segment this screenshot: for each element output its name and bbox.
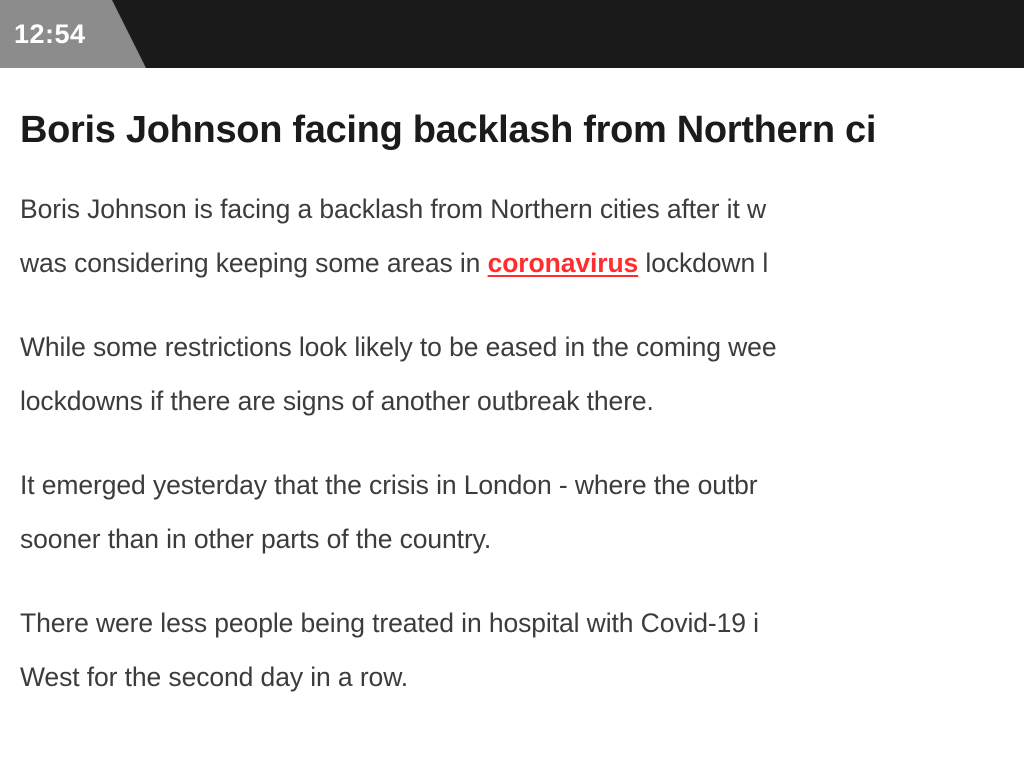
timestamp-label: 12:54 [14, 18, 86, 49]
paragraph-line [20, 320, 1004, 374]
text-run: While some restrictions look likely to be eased in the coming wee [20, 331, 777, 362]
text-run: There were less people being treated in hospital with Covid-19 i [20, 607, 759, 638]
top-bar [0, 0, 1024, 68]
text-run: It emerged yesterday that the crisis in London - where the outbr [20, 469, 758, 500]
article-body [0, 110, 1004, 704]
text-run: West for the second day in a row. [20, 661, 409, 692]
paragraph-2 [20, 320, 1004, 428]
text-run: Boris Johnson is facing a backlash from Northern cities after it w [20, 193, 767, 224]
paragraph-line [20, 374, 1004, 428]
paragraph-line [20, 650, 1004, 704]
page-title: Boris Johnson facing backlash from Northern ci [20, 109, 877, 151]
paragraph-list [20, 182, 1004, 704]
timestamp-tab [0, 0, 112, 68]
paragraph-4 [20, 596, 1004, 704]
paragraph-line [20, 512, 1004, 566]
text-run: was considering keeping some areas in [20, 247, 488, 278]
paragraph-line [20, 182, 1004, 236]
paragraph-line [20, 236, 1004, 290]
keyword-link[interactable]: coronavirus [487, 247, 639, 278]
paragraph-line [20, 596, 1004, 650]
text-run: lockdowns if there are signs of another outbreak there. [20, 385, 654, 416]
paragraph-1 [20, 182, 1004, 290]
timestamp-tab-slant [112, 0, 146, 68]
text-run: lockdown l [638, 247, 769, 278]
paragraph-line [20, 458, 1004, 512]
paragraph-3 [20, 458, 1004, 566]
text-run: sooner than in other parts of the country. [20, 523, 492, 554]
